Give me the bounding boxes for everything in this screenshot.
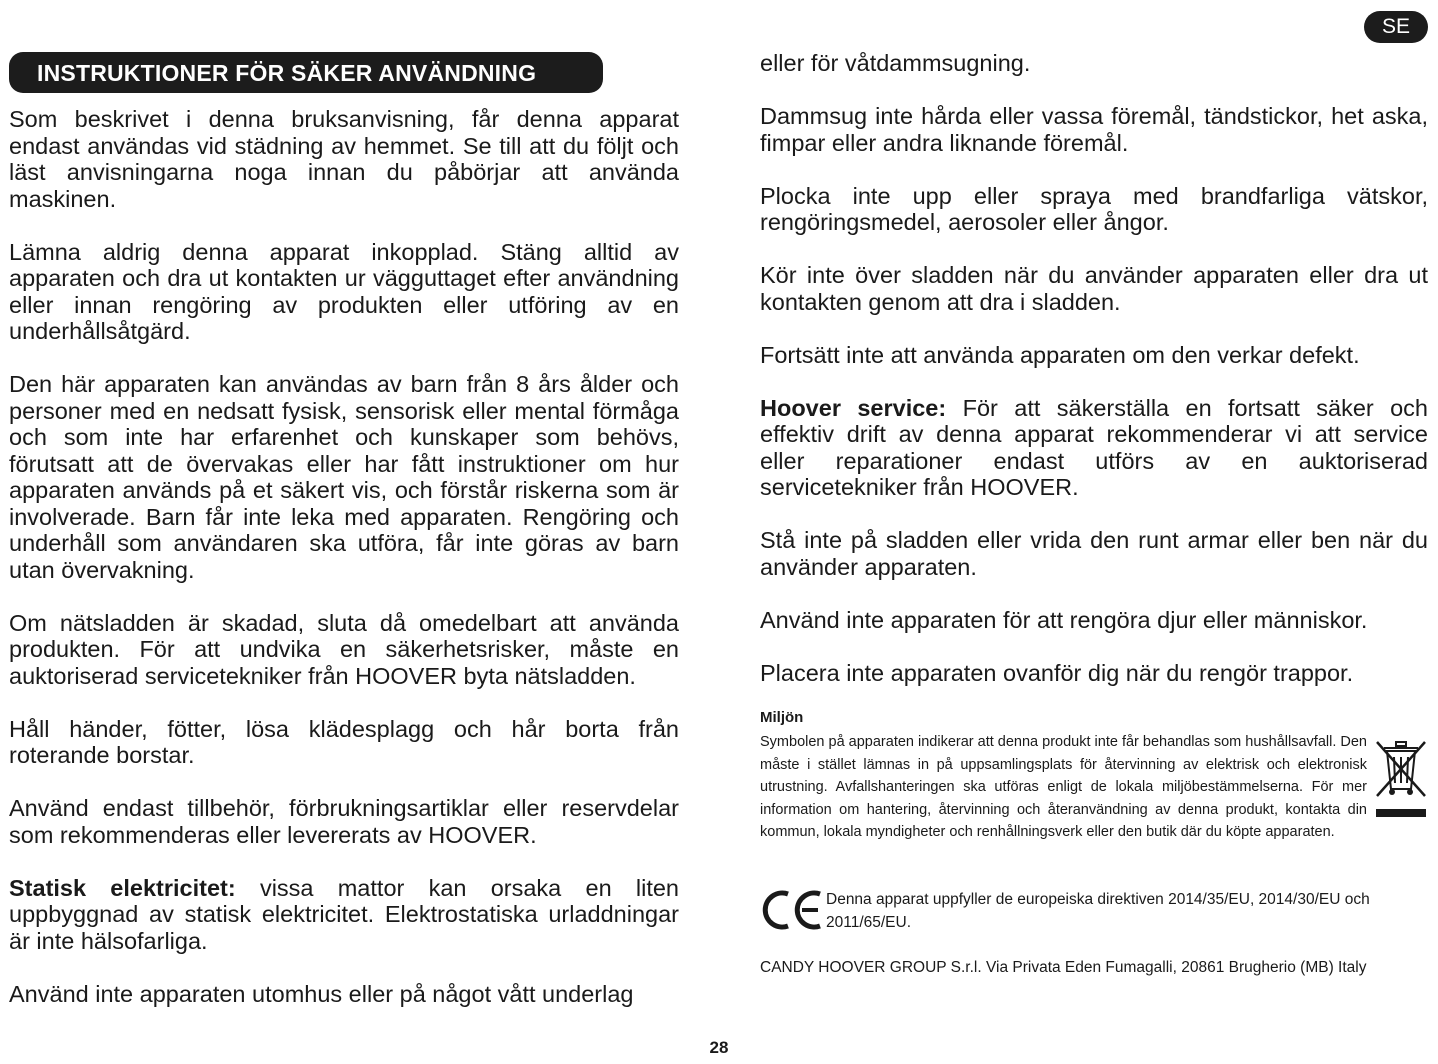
left-column [9,106,679,1007]
page-number: 28 [709,1038,729,1057]
paragraph: Lämna aldrig denna apparat inkopplad. Stäng alltid av apparaten och dra ut kontakten ur vägguttaget efter användning eller innan rengöring av produkten eller utföring av en underhållsåtgärd. [9,238,679,344]
paragraph-hoover-service [760,395,1428,501]
section-title: INSTRUKTIONER FÖR SÄKER ANVÄNDNING [9,52,603,93]
paragraph-heading: Statisk elektricitet: [9,874,236,901]
paragraph-body: För att säkerställa en fortsatt säker och effektiv drift av denna apparat rekommenderar vi att service eller reparationer endast utförs av en auktoriserad servicetekniker från HOOVER. [760,394,1429,500]
language-badge: SE [1364,11,1428,43]
company-address: CANDY HOOVER GROUP S.r.l. Via Privata Eden Fumagalli, 20861 Brugherio (MB) Italy [760,959,1367,976]
paragraph: Placera inte apparaten ovanför dig när du rengör trappor. [760,659,1354,686]
paragraph: Fortsätt inte att använda apparaten om den verkar defekt. [760,341,1360,368]
environment-text: Symbolen på apparaten indikerar att denna produkt inte får behandlas som hushållsavfall. Den måste i stället lämnas in på uppsamlingsplats för återvinning av elektrisk och elektronisk utrustning. Avfallshanteringen ska utföras enligt de lokala miljöbestämmelserna. För mer information om hantering, återvinning och återanvändning av denna produkt, kontakta din kommun, lokala myndigheter och renhållningsverk eller den butik där du köpte apparaten. [760,734,1367,840]
paragraph: Om nätsladden är skadad, sluta då omedelbart att använda produkten. För att undvika en säkerhetsrisker, måste en auktoriserad servicetekniker från HOOVER byta nätsladden. [9,609,679,689]
paragraph-heading: Hoover service: [760,394,947,421]
paragraph: Dammsug inte hårda eller vassa föremål, tändstickor, het aska, fimpar eller andra liknande föremål. [760,103,1428,156]
paragraph: Använd inte apparaten för att rengöra djur eller människor. [760,606,1368,633]
paragraph: Plocka inte upp eller spraya med brandfarliga vätskor, rengöringsmedel, aerosoler eller ångor. [760,182,1428,235]
paragraph-body: vissa mattor kan orsaka en liten uppbyggnad av statisk elektricitet. Elektrostatiska urladdningar är inte hälsofarliga. [9,874,679,954]
paragraph: Kör inte över sladden när du använder apparaten eller dra ut kontakten genom att dra i sladden. [760,262,1428,315]
paragraph: Håll händer, fötter, lösa klädesplagg och hår borta från roterande borstar. [9,715,679,768]
right-column [760,50,1428,686]
paragraph: Stå inte på sladden eller vrida den runt armar eller ben när du använder apparaten. [760,527,1428,580]
ce-mark-icon [760,888,824,932]
paragraph: Använd inte apparaten utomhus eller på något vått underlag [9,980,634,1007]
paragraph: Den här apparaten kan användas av barn från 8 års ålder och personer med en nedsatt fysisk, sensorisk eller mental förmåga och som inte har erfarenhet och kunskaper som behövs, förutsatt att de övervakas eller har fått instruktioner om hur apparaten används på et säkert vis, och förstår riskerna som är involverade. Barn får inte leka med apparaten. Rengöring och underhåll som användaren ska utföra, får inte göras av barn utan övervakning. [9,371,679,583]
paragraph-static-electricity [9,875,679,955]
crossed-bin-icon [1374,739,1428,821]
ce-compliance-text: Denna apparat uppfyller de europeiska direktiven 2014/35/EU, 2014/30/EU och 2011/65/EU. [826,891,1370,931]
paragraph: Använd endast tillbehör, förbrukningsartiklar eller reservdelar som rekommenderas eller levererats av HOOVER. [9,795,679,848]
paragraph: Som beskrivet i denna bruksanvisning, får denna apparat endast användas vid städning av hemmet. Se till att du följt och läst anvisningarna noga innan du påbörjar att använda maskinen. [9,106,679,212]
environment-title: Miljön [760,709,804,726]
paragraph: eller för våtdammsugning. [760,50,1031,76]
